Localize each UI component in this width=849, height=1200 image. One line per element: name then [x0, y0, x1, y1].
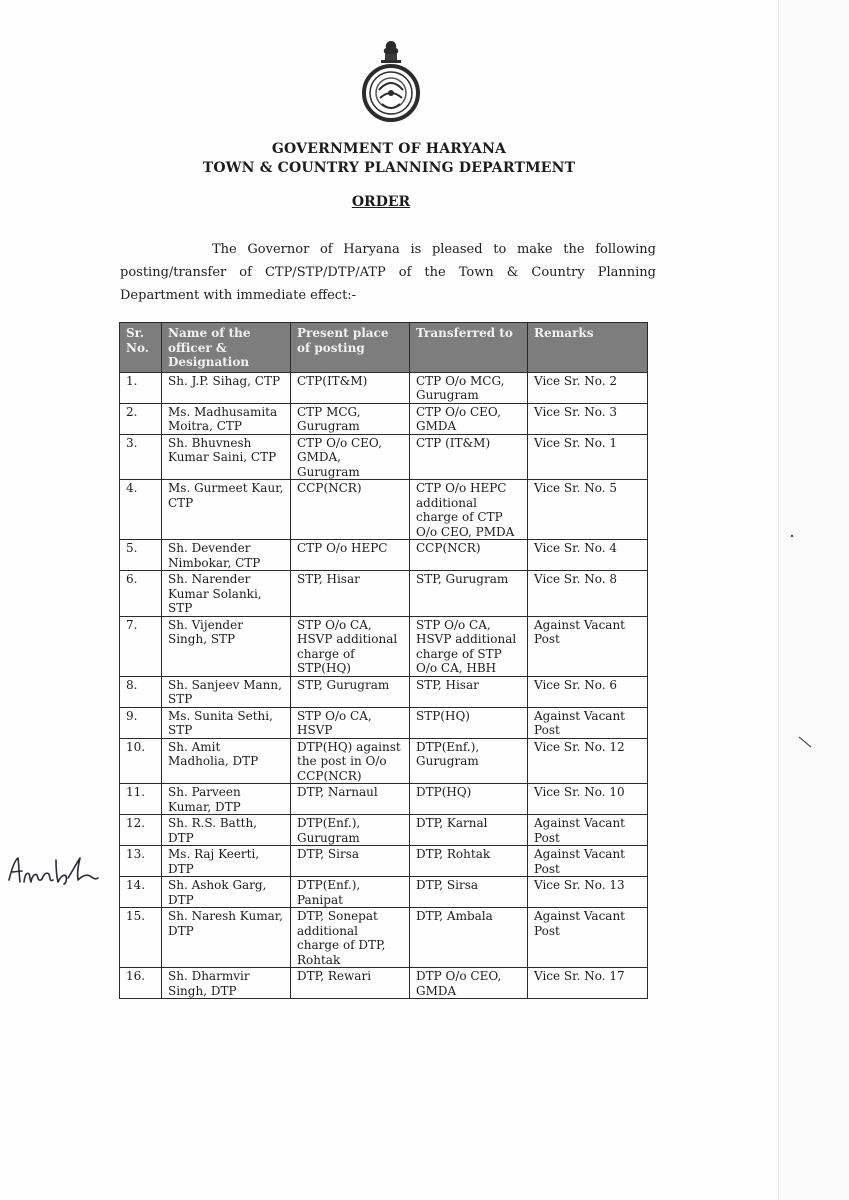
cell-sr-no: 8. [120, 676, 162, 707]
table-row [120, 738, 648, 784]
cell-officer: Sh. Naresh Kumar, DTP [162, 908, 291, 968]
cell-remarks: Vice Sr. No. 5 [528, 480, 648, 540]
cell-sr-no: 1. [120, 372, 162, 403]
cell-remarks: Against Vacant Post [528, 815, 648, 846]
cell-remarks: Vice Sr. No. 4 [528, 540, 648, 571]
scan-mark [798, 736, 812, 748]
cell-remarks: Vice Sr. No. 8 [528, 571, 648, 617]
cell-remarks: Vice Sr. No. 3 [528, 403, 648, 434]
cell-transferred-to: CTP O/o MCG, Gurugram [410, 372, 528, 403]
cell-officer: Sh. R.S. Batth, DTP [162, 815, 291, 846]
cell-transferred-to: DTP, Rohtak [410, 846, 528, 877]
cell-present-posting: DTP, Sirsa [291, 846, 410, 877]
table-row [120, 434, 648, 480]
cell-transferred-to: DTP(HQ) [410, 784, 528, 815]
cell-officer: Sh. Narender Kumar Solanki, STP [162, 571, 291, 617]
cell-officer: Sh. Ashok Garg, DTP [162, 877, 291, 908]
government-heading: GOVERNMENT OF HARYANA [271, 141, 507, 157]
table-row [120, 908, 648, 968]
cell-officer: Sh. Devender Nimbokar, CTP [162, 540, 291, 571]
cell-present-posting: DTP(HQ) against the post in O/o CCP(NCR) [291, 738, 410, 784]
cell-present-posting: STP O/o CA, HSVP additional charge of STP(HQ) [291, 616, 410, 676]
cell-transferred-to: STP, Hisar [410, 676, 528, 707]
cell-transferred-to: STP, Gurugram [410, 571, 528, 617]
cell-transferred-to: DTP(Enf.), Gurugram [410, 738, 528, 784]
order-body-content: The Governor of Haryana is pleased to make the following posting/transfer of CTP/STP/DTP/ATP of the Town & Country Planning Department with immediate effect:- [120, 242, 656, 303]
table-row [120, 403, 648, 434]
column-header-present-posting: Present place of posting [291, 323, 410, 373]
cell-sr-no: 3. [120, 434, 162, 480]
table-row [120, 480, 648, 540]
table-row [120, 676, 648, 707]
table-row [120, 877, 648, 908]
cell-transferred-to: DTP, Ambala [410, 908, 528, 968]
table-row [120, 707, 648, 738]
cell-sr-no: 7. [120, 616, 162, 676]
cell-present-posting: STP O/o CA, HSVP [291, 707, 410, 738]
column-header-transferred-to: Transferred to [410, 323, 528, 373]
cell-remarks: Vice Sr. No. 2 [528, 372, 648, 403]
cell-present-posting: DTP(Enf.), Gurugram [291, 815, 410, 846]
cell-remarks: Vice Sr. No. 10 [528, 784, 648, 815]
cell-present-posting: DTP(Enf.), Panipat [291, 877, 410, 908]
cell-sr-no: 5. [120, 540, 162, 571]
cell-remarks: Vice Sr. No. 17 [528, 968, 648, 999]
cell-present-posting: DTP, Sonepat additional charge of DTP, Rohtak [291, 908, 410, 968]
table-row [120, 968, 648, 999]
cell-transferred-to: DTP, Karnal [410, 815, 528, 846]
cell-remarks: Against Vacant Post [528, 616, 648, 676]
cell-sr-no: 4. [120, 480, 162, 540]
cell-remarks: Vice Sr. No. 13 [528, 877, 648, 908]
cell-officer: Sh. Amit Madholia, DTP [162, 738, 291, 784]
cell-sr-no: 14. [120, 877, 162, 908]
column-header-sr-no: Sr. No. [120, 323, 162, 373]
cell-sr-no: 10. [120, 738, 162, 784]
cell-officer: Sh. Parveen Kumar, DTP [162, 784, 291, 815]
cell-sr-no: 12. [120, 815, 162, 846]
order-body-text [120, 238, 656, 307]
handwritten-signature [6, 852, 100, 888]
table-row [120, 571, 648, 617]
cell-sr-no: 16. [120, 968, 162, 999]
state-emblem-icon [358, 38, 424, 124]
cell-transferred-to: DTP, Sirsa [410, 877, 528, 908]
cell-officer: Ms. Madhusamita Moitra, CTP [162, 403, 291, 434]
cell-present-posting: CTP(IT&M) [291, 372, 410, 403]
table-row [120, 815, 648, 846]
table-header-row [120, 323, 648, 373]
column-header-remarks: Remarks [528, 323, 648, 373]
cell-present-posting: STP, Hisar [291, 571, 410, 617]
table-row [120, 372, 648, 403]
cell-sr-no: 9. [120, 707, 162, 738]
cell-transferred-to: STP O/o CA, HSVP additional charge of STP O/o CA, HBH [410, 616, 528, 676]
cell-sr-no: 11. [120, 784, 162, 815]
table-row [120, 784, 648, 815]
cell-present-posting: CTP MCG, Gurugram [291, 403, 410, 434]
cell-officer: Sh. Bhuvnesh Kumar Saini, CTP [162, 434, 291, 480]
table-body [120, 372, 648, 999]
cell-transferred-to: CTP O/o CEO, GMDA [410, 403, 528, 434]
scan-speck [790, 534, 794, 538]
cell-present-posting: STP, Gurugram [291, 676, 410, 707]
cell-sr-no: 6. [120, 571, 162, 617]
order-title: ORDER [351, 194, 411, 210]
cell-sr-no: 13. [120, 846, 162, 877]
cell-remarks: Vice Sr. No. 12 [528, 738, 648, 784]
column-header-officer: Name of the officer & Designation [162, 323, 291, 373]
cell-transferred-to: CTP (IT&M) [410, 434, 528, 480]
cell-remarks: Against Vacant Post [528, 908, 648, 968]
cell-sr-no: 15. [120, 908, 162, 968]
table-row [120, 540, 648, 571]
cell-officer: Sh. Sanjeev Mann, STP [162, 676, 291, 707]
cell-sr-no: 2. [120, 403, 162, 434]
cell-transferred-to: STP(HQ) [410, 707, 528, 738]
cell-remarks: Against Vacant Post [528, 846, 648, 877]
cell-officer: Sh. Dharmvir Singh, DTP [162, 968, 291, 999]
cell-officer: Ms. Gurmeet Kaur, CTP [162, 480, 291, 540]
cell-transferred-to: CTP O/o HEPC additional charge of CTP O/o CEO, PMDA [410, 480, 528, 540]
cell-present-posting: CCP(NCR) [291, 480, 410, 540]
cell-officer: Sh. Vijender Singh, STP [162, 616, 291, 676]
transfer-table [119, 322, 648, 999]
cell-present-posting: DTP, Narnaul [291, 784, 410, 815]
department-heading: TOWN & COUNTRY PLANNING DEPARTMENT [202, 160, 576, 176]
cell-officer: Ms. Sunita Sethi, STP [162, 707, 291, 738]
table-row [120, 846, 648, 877]
cell-present-posting: CTP O/o CEO, GMDA, Gurugram [291, 434, 410, 480]
cell-transferred-to: CCP(NCR) [410, 540, 528, 571]
cell-remarks: Against Vacant Post [528, 707, 648, 738]
cell-remarks: Vice Sr. No. 1 [528, 434, 648, 480]
cell-present-posting: CTP O/o HEPC [291, 540, 410, 571]
table-row [120, 616, 648, 676]
cell-officer: Ms. Raj Keerti, DTP [162, 846, 291, 877]
cell-transferred-to: DTP O/o CEO, GMDA [410, 968, 528, 999]
cell-present-posting: DTP, Rewari [291, 968, 410, 999]
cell-officer: Sh. J.P. Sihag, CTP [162, 372, 291, 403]
cell-remarks: Vice Sr. No. 6 [528, 676, 648, 707]
